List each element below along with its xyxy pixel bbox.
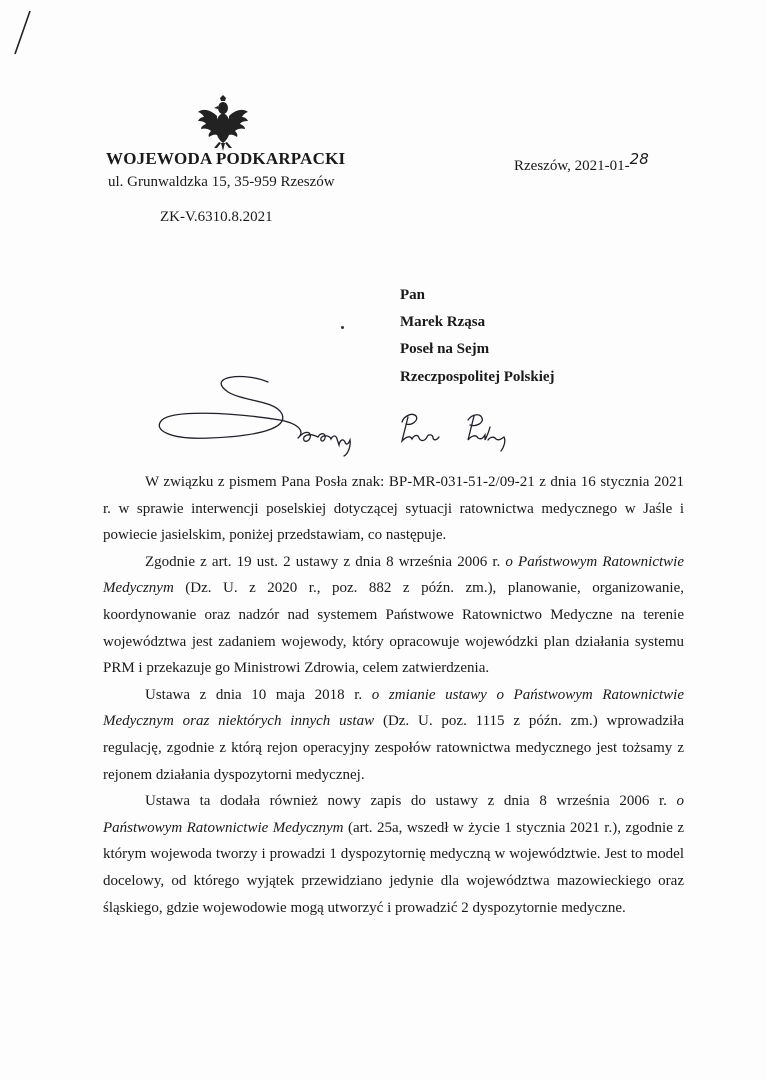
handwritten-slash-mark bbox=[8, 8, 38, 58]
paragraph-3 bbox=[103, 682, 684, 788]
p3-text-a: Ustawa z dnia 10 maja 2018 r. bbox=[145, 686, 372, 703]
recipient-country: Rzeczpospolitej Polskiej bbox=[400, 369, 555, 385]
stray-dot bbox=[341, 326, 344, 329]
letter-date bbox=[514, 150, 649, 175]
organization-address: ul. Grunwaldzka 15, 35-959 Rzeszów bbox=[108, 174, 335, 190]
recipient-title: Pan bbox=[400, 287, 426, 303]
p4-text-c: (art. 25a, wszedł w życie 1 stycznia 2021 r.), zgodnie z którym wojewoda tworzy i prowadzi 1 dyspozytornię medyczną w województwie. Jest to model docelowy, od którego wyjątek przewidziano jedynie dla województwa mazowieckiego oraz śląskiego, gdzie wojewodowie mogą utworzyć i prowadzić 2 dyspozytornie medyczne. bbox=[103, 819, 684, 916]
polish-eagle-icon bbox=[197, 94, 249, 152]
recipient-name: Marek Rząsa bbox=[400, 314, 486, 330]
paragraph-1: W związku z pismem Pana Posła znak: BP-MR-031-51-2/09-21 z dnia 16 stycznia 2021 r. w sprawie interwencji poselskiej dotyczącej sytuacji ratownictwa medycznego w Jaśle i powiecie jasielskim, poniżej przedstawiam, co następuje. bbox=[103, 474, 684, 544]
reference-number: ZK-V.6310.8.2021 bbox=[160, 209, 273, 225]
handwritten-salutation bbox=[150, 370, 560, 460]
paragraph-4 bbox=[103, 788, 684, 921]
date-handwritten-day: 28 bbox=[629, 150, 649, 168]
p3-act-title: o zmianie ustawy o Państwowym Ratownictwie Medycznym oraz niektórych innych ustaw bbox=[103, 686, 684, 730]
paragraph-2 bbox=[103, 549, 684, 682]
letter-body bbox=[103, 469, 684, 921]
p4-text-a: Ustawa ta dodała również nowy zapis do ustawy z dnia 8 września 2006 r. bbox=[145, 793, 677, 810]
p2-act-title: o Państwowym Ratownictwie Medycznym bbox=[103, 553, 684, 597]
recipient-position: Poseł na Sejm bbox=[400, 341, 490, 357]
p4-act-title: o Państwowym Ratownictwie Medycznym bbox=[103, 793, 684, 836]
p3-text-c: (Dz. U. poz. 1115 z późn. zm.) wprowadziła regulację, zgodnie z którą rejon operacyjny zespołów ratownictwa medycznego jest tożsamy z rejonem działania dyspozytorni medycznej. bbox=[103, 713, 684, 783]
date-printed: Rzeszów, 2021-01- bbox=[514, 158, 630, 174]
p2-text-a: Zgodnie z art. 19 ust. 2 ustawy z dnia 8 września 2006 r. bbox=[145, 553, 506, 570]
p2-text-c: (Dz. U. z 2020 r., poz. 882 z późn. zm.), planowanie, organizowanie, koordynowanie oraz nadzór nad systemem Państwowe Ratownictwo Medyczne na terenie województwa jest zadaniem wojewody, który opracowuje wojewódzki plan działania systemu PRM i przekazuje go Ministrowi Zdrowia, celem zatwierdzenia. bbox=[103, 580, 684, 677]
organization-name: WOJEWODA PODKARPACKI bbox=[106, 149, 346, 168]
